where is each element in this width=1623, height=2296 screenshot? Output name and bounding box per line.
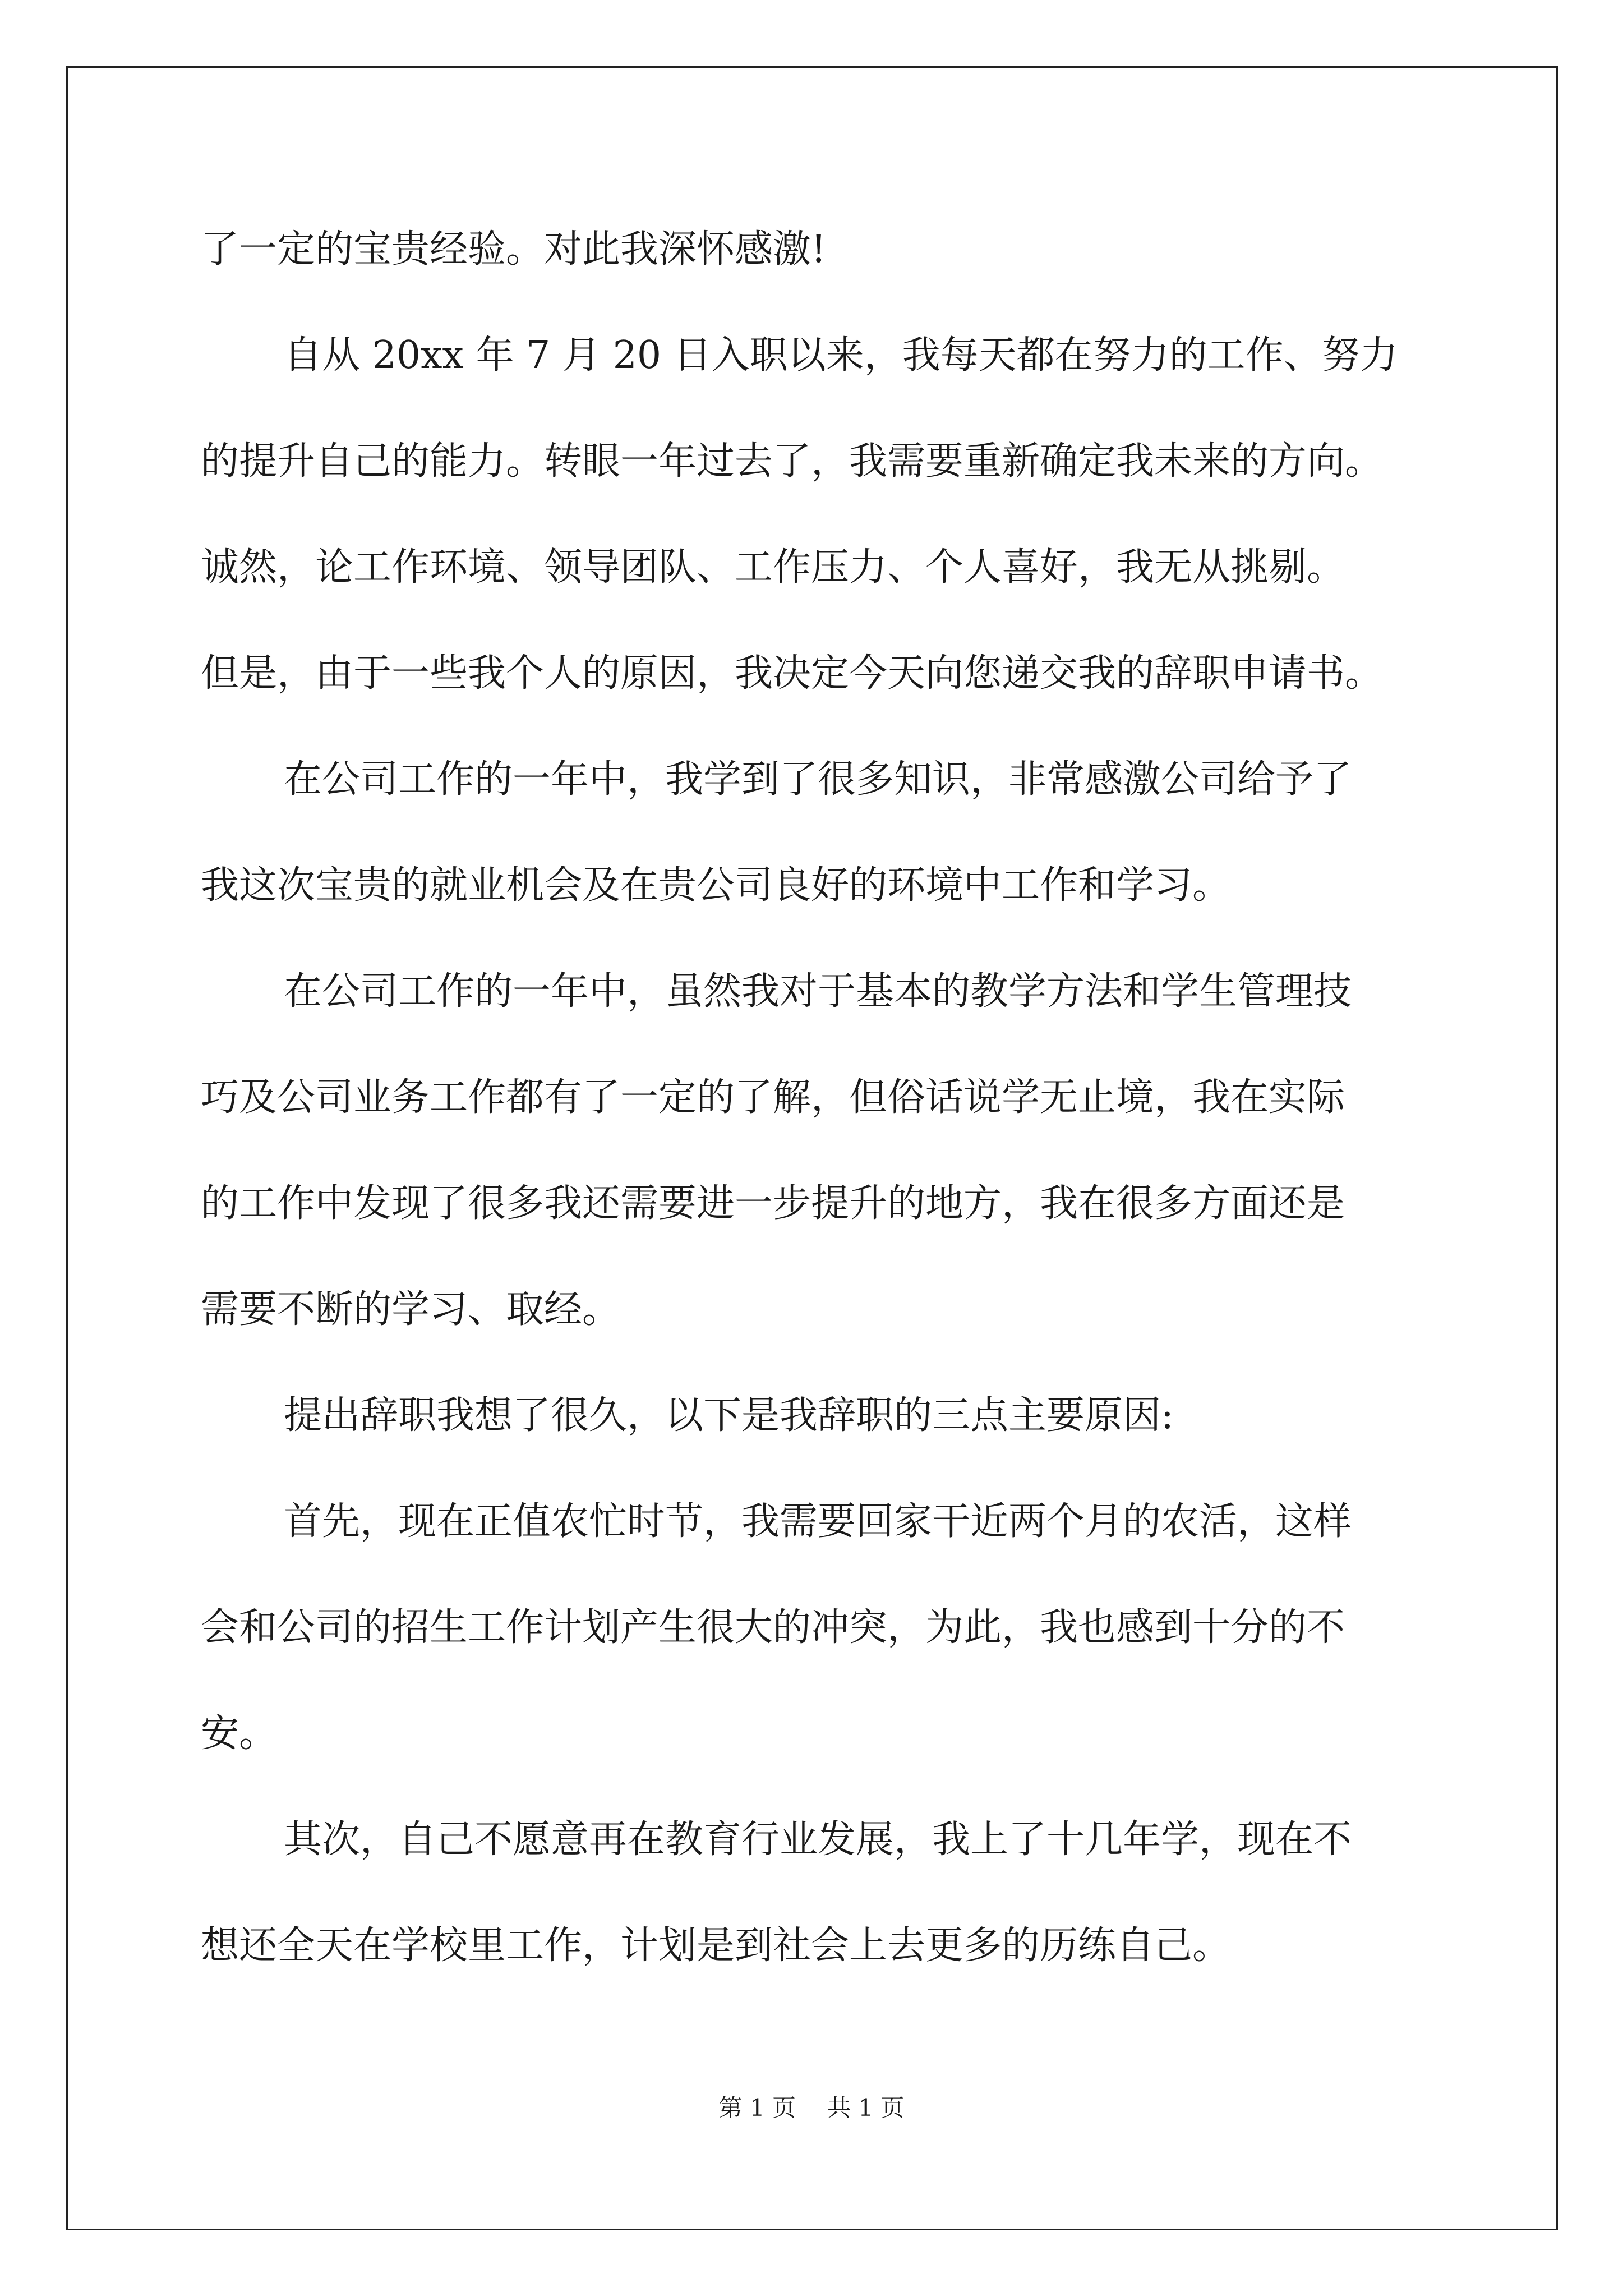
text-line-3: 的提升自己的能力。转眼一年过去了，我需要重新确定我未来的方向。	[201, 439, 1384, 484]
text-line-1: 了一定的宝贵经验。对此我深怀感激!	[201, 227, 827, 272]
text-line-11: 需要不断的学习、取经。	[201, 1287, 621, 1332]
text-line-8: 在公司工作的一年中，虽然我对于基本的教学方法和学生管理技	[284, 969, 1352, 1014]
text-line-9: 巧及公司业务工作都有了一定的了解，但俗话说学无止境，我在实际	[201, 1075, 1345, 1120]
text-line-17: 想还全天在学校里工作，计划是到社会上去更多的历练自己。	[201, 1924, 1231, 1968]
text-line-6: 在公司工作的一年中，我学到了很多知识，非常感激公司给予了	[284, 757, 1352, 802]
text-line-16: 其次，自己不愿意再在教育行业发展，我上了十几年学，现在不	[284, 1818, 1352, 1862]
page-total: 共 1 页	[827, 2094, 905, 2122]
text-line-2: 自从 20xx 年 7 月 20 日入职以来，我每天都在努力的工作、努力	[284, 333, 1398, 378]
text-line-14: 会和公司的招生工作计划产生很大的冲突，为此，我也感到十分的不	[201, 1605, 1345, 1650]
page-footer	[0, 2090, 1623, 2123]
document-body	[201, 196, 1435, 1999]
text-line-4: 诚然，论工作环境、领导团队、工作压力、个人喜好，我无从挑剔。	[201, 545, 1345, 590]
text-line-15: 安。	[201, 1711, 278, 1756]
text-line-5: 但是，由于一些我个人的原因，我决定今天向您递交我的辞职申请书。	[201, 651, 1384, 696]
text-line-10: 的工作中发现了很多我还需要进一步提升的地方，我在很多方面还是	[201, 1181, 1345, 1226]
text-line-13: 首先，现在正值农忙时节，我需要回家干近两个月的农活，这样	[284, 1499, 1352, 1544]
text-line-12: 提出辞职我想了很久，以下是我辞职的三点主要原因:	[284, 1393, 1174, 1438]
page-number: 第 1 页	[718, 2094, 796, 2122]
text-line-7: 我这次宝贵的就业机会及在贵公司良好的环境中工作和学习。	[201, 863, 1231, 908]
